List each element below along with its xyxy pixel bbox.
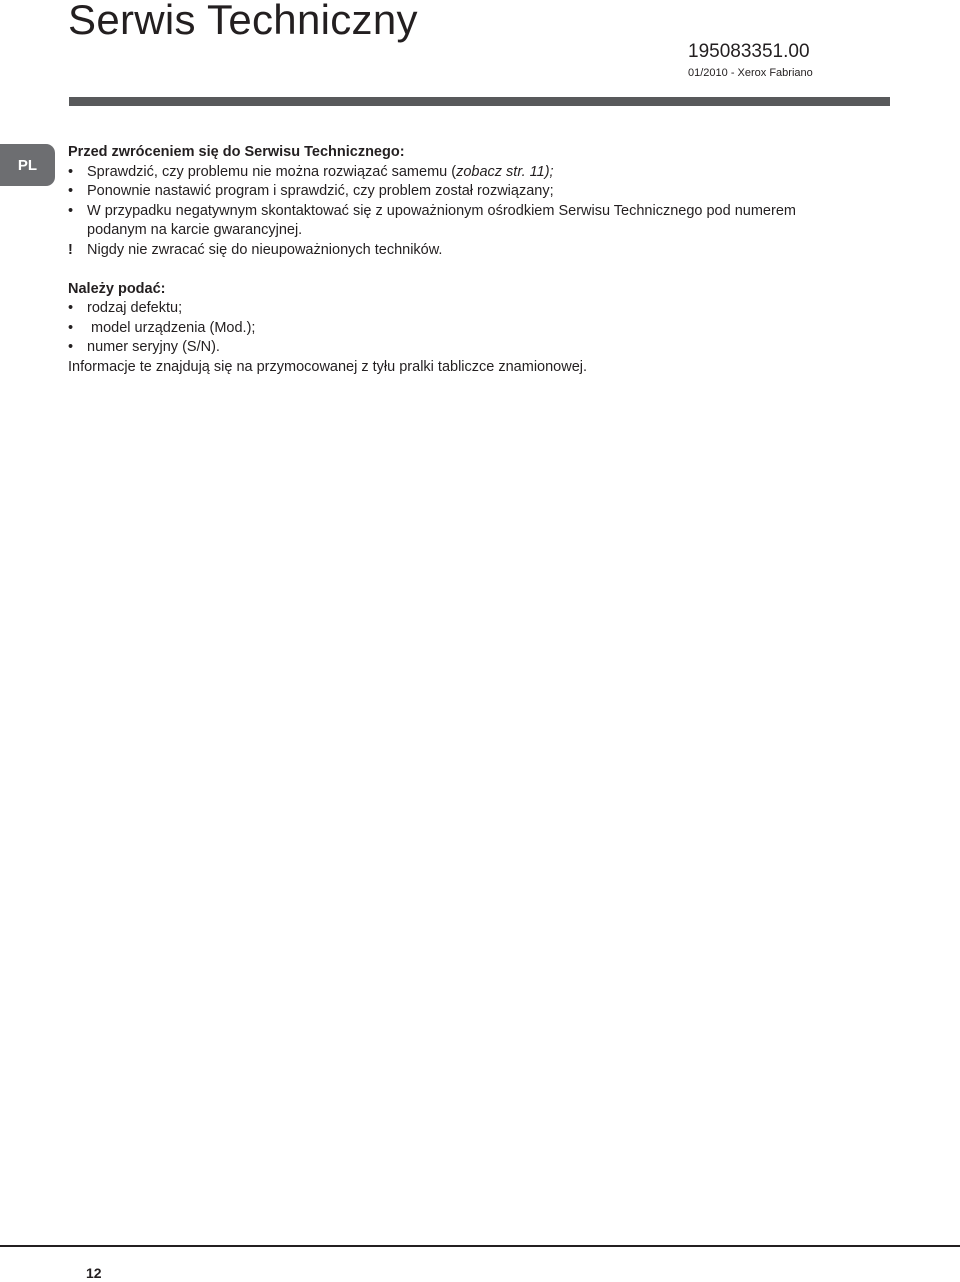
- list-item: [68, 319, 868, 339]
- list-item: [68, 182, 868, 202]
- list-item-continuation: podanym na karcie gwarancyjnej.: [87, 222, 303, 238]
- list-item-text-main: Sprawdzić, czy problemu nie można rozwiązać samemu (: [87, 163, 457, 180]
- language-tab: PL: [0, 144, 55, 186]
- warning-text: Nigdy nie zwracać się do nieupoważnionych techników.: [87, 241, 443, 258]
- page-reference: zobacz str. 11);: [456, 163, 554, 180]
- page-title: Serwis Techniczny: [68, 0, 418, 43]
- bullet-icon: •: [68, 319, 74, 336]
- bullet-icon: •: [68, 183, 74, 199]
- footer-divider: [0, 1245, 960, 1247]
- list-item-text: numer seryjny (S/N).: [87, 339, 220, 355]
- document-date-printer: 01/2010 - Xerox Fabriano: [688, 67, 813, 79]
- warning-item: [68, 241, 868, 261]
- page-number: 12: [86, 1265, 102, 1281]
- bullet-icon: •: [68, 339, 74, 355]
- document-number: 195083351.00: [688, 41, 810, 62]
- required-info-heading: Należy podać:: [68, 280, 166, 297]
- list-item-text: rodzaj defektu;: [87, 300, 183, 316]
- list-item-text: Ponownie nastawić program i sprawdzić, czy problem został rozwiązany;: [87, 183, 554, 199]
- list-item: [68, 163, 868, 183]
- rating-plate-note: Informacje te znajdują się na przymocowanej z tyłu pralki tabliczce znamionowej.: [68, 358, 588, 375]
- list-item: [68, 338, 868, 358]
- main-content: [68, 143, 868, 377]
- bullet-icon: •: [68, 163, 74, 180]
- service-section-heading: Przed zwróceniem się do Serwisu Technicznego:: [68, 144, 405, 160]
- warning-icon: !: [68, 241, 73, 258]
- bullet-icon: •: [68, 202, 74, 219]
- header-divider-bar: [69, 97, 890, 106]
- list-item: [68, 202, 868, 222]
- list-item: [68, 299, 868, 319]
- list-item-text: model urządzenia (Mod.);: [87, 319, 256, 336]
- spacer: [68, 260, 868, 280]
- list-item-text: [87, 163, 554, 183]
- bullet-icon: •: [68, 300, 74, 316]
- list-item-text: W przypadku negatywnym skontaktować się z upoważnionym ośrodkiem Serwisu Technicznego pod numerem: [87, 202, 796, 219]
